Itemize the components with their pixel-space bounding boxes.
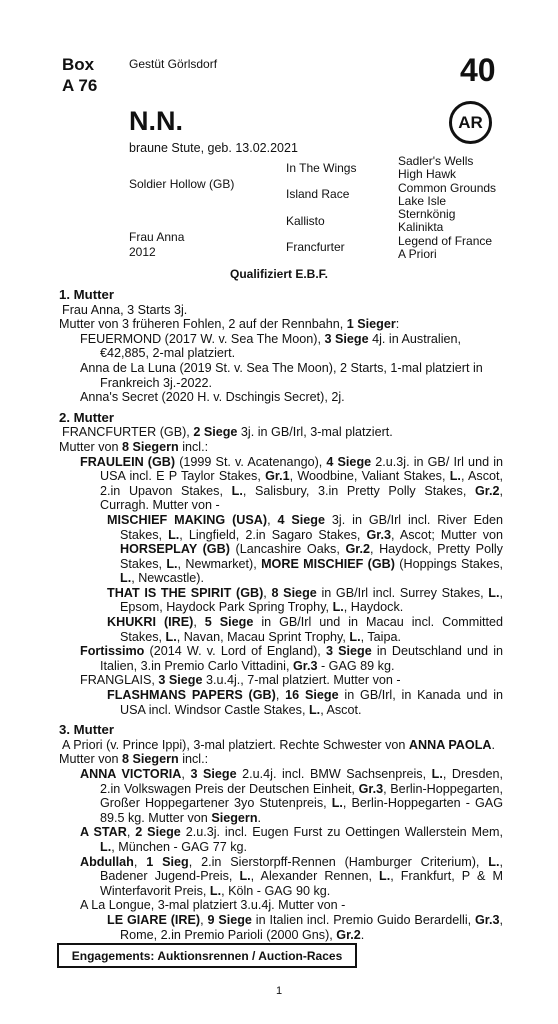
produce-entry: ANNA VICTORIA, 3 Siege 2.u.4j. incl. BMW Sachsenpreis, L., Dresden, 2.in Volkswagen Preis der Deutschen Einheit, Gr.3, Berlin-Hoppegarten, Großer Hoppegartener 3yo Stutenpreis, L., Berlin-Hoppegarten - GAG 89.5 kg. Mutter von Siegern. xyxy=(80,767,503,825)
pedigree-gen3: A Priori xyxy=(398,247,437,261)
produce-entry: Abdullah, 1 Sieg, 2.in Sierstorpff-Rennen (Hamburger Criterium), L., Badener Jugend-Preis, L., Alexander Rennen, L., Frankfurt, P & M Winterfavorit Preis, L., Köln - GAG 90 kg. xyxy=(80,854,503,898)
produce-entry: Anna de La Luna (2019 St. v. Sea The Moon), 2 Starts, 1-mal platziert in Frankreich 3j.-2022. xyxy=(80,360,483,390)
produce-entry: FLASHMANS PAPERS (GB), 16 Siege in GB/Irl, in Kanada und in USA incl. Windsor Castle Stakes, L., Ascot. xyxy=(107,688,504,717)
engagements-box: Engagements: Auktionsrennen / Auction-Races xyxy=(57,943,357,968)
section-title-3: 3. Mutter xyxy=(59,722,114,738)
page-number: 1 xyxy=(275,985,283,997)
produce-entry: A STAR, 2 Siege 2.u.3j. incl. Eugen Furst zu Oettingen Wallerstein Mem, L., München - GAG 77 kg. xyxy=(80,825,504,854)
box-label xyxy=(62,54,97,96)
third-dam-produce-line: Mutter von 8 Siegern incl.: xyxy=(59,752,209,767)
horse-name: N.N. xyxy=(129,106,183,136)
pedigree-gen2: In The Wings xyxy=(286,161,357,175)
pedigree-gen2: Francfurter xyxy=(286,240,345,254)
dam-produce-line: Mutter von 3 früheren Fohlen, 2 auf der Rennbahn, 1 Sieger: xyxy=(59,317,400,332)
ar-badge-icon: AR xyxy=(449,101,492,144)
pedigree-gen3: Lake Isle xyxy=(398,194,447,208)
produce-entry: LE GIARE (IRE), 9 Siege in Italien incl. Premio Guido Berardelli, Gr.3, Rome, 2.in Premio Parioli (2000 Gns), Gr.2. xyxy=(107,912,503,942)
qualification-note: Qualifiziert E.B.F. xyxy=(229,267,328,281)
horse-description: braune Stute, geb. 13.02.2021 xyxy=(129,141,298,155)
pedigree-gen3: Common Grounds xyxy=(398,181,497,195)
lot-number: 40 xyxy=(460,52,496,88)
pedigree-gen2: Kallisto xyxy=(286,214,325,228)
produce-entry: KHUKRI (IRE), 5 Siege in GB/Irl und in Macau incl. Committed Stakes, L., Navan, Macau Sprint Trophy, L., Taipa. xyxy=(107,615,504,644)
third-dam-line: A Priori (v. Prince Ippi), 3-mal platziert. Rechte Schwester von ANNA PAOLA. xyxy=(62,737,495,752)
produce-entry: FEUERMOND (2017 W. v. Sea The Moon), 3 Siege 4j. in Australien, €42,885, 2-mal platziert. xyxy=(80,331,462,361)
pedigree-gen3: Legend of France xyxy=(398,234,493,248)
box-number: A 76 xyxy=(62,76,98,95)
produce-entry: FRAULEIN (GB) (1999 St. v. Acatenango), 4 Siege 2.u.3j. in GB/ Irl und in USA incl. E P Taylor Stakes, Gr.1, Woodbine, Valiant Stakes, L., Ascot, 2.in Upavon Stakes, L., Salisbury, 3.in Pretty Polly Stakes, Gr.2, Curragh. Mutter von - xyxy=(80,454,503,513)
pedigree-gen3: Kalinikta xyxy=(398,220,444,234)
produce-entry: Fortissimo (2014 W. v. Lord of England), 3 Siege in Deutschland und in Italien, 3.in Premio Carlo Vittadini, Gr.3 - GAG 89 kg. xyxy=(80,644,504,673)
produce-entry: THAT IS THE SPIRIT (GB), 8 Siege in GB/Irl incl. Surrey Stakes, L., Epsom, Haydock Park Spring Trophy, L., Haydock. xyxy=(107,585,503,615)
dam-line: Frau Anna, 3 Starts 3j. xyxy=(62,302,188,317)
pedigree-sire: Soldier Hollow (GB) xyxy=(129,177,235,191)
section-title-1: 1. Mutter xyxy=(59,287,114,302)
pedigree-gen3: High Hawk xyxy=(398,167,457,181)
produce-entry: FRANGLAIS, 3 Siege 3.u.4j., 7-mal platziert. Mutter von - xyxy=(80,673,401,688)
consignor: Gestüt Görlsdorf xyxy=(129,57,218,71)
produce-entry: Anna's Secret (2020 H. v. Dschingis Secret), 2j. xyxy=(80,390,345,405)
family-details xyxy=(59,285,503,942)
pedigree-gen3: Sternkönig xyxy=(398,207,456,221)
pedigree-dam-year: 2012 xyxy=(129,245,156,259)
second-dam-produce-line: Mutter von 8 Siegern incl.: xyxy=(59,439,209,454)
second-dam-line: FRANCFURTER (GB), 2 Siege 3j. in GB/Irl, 3-mal platziert. xyxy=(62,425,393,440)
section-title-2: 2. Mutter xyxy=(59,409,114,425)
produce-entry: MISCHIEF MAKING (USA), 4 Siege 3j. in GB/Irl incl. River Eden Stakes, L., Lingfield, 2.in Sagaro Stakes, Gr.3, Ascot; Mutter von HORSEPLAY (GB) (Lancashire Oaks, Gr.2, Haydock, Pretty Polly Stakes, L., Newmarket), MORE MISCHIEF (GB) (Hoppings Stakes, L., Newcastle). xyxy=(107,512,504,586)
pedigree-gen2: Island Race xyxy=(286,187,350,201)
pedigree-gen3: Sadler's Wells xyxy=(398,154,474,168)
box-label-text: Box xyxy=(62,55,95,74)
produce-entry: A La Longue, 3-mal platziert 3.u.4j. Mutter von - xyxy=(80,898,346,913)
pedigree-dam: Frau Anna xyxy=(129,230,185,244)
